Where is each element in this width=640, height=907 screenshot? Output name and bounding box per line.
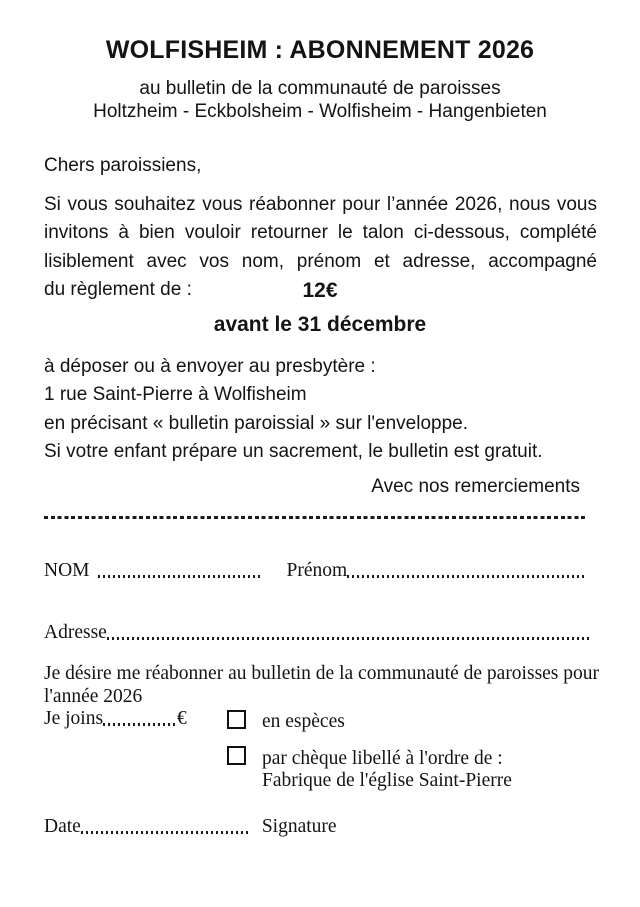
return-instructions bbox=[44, 353, 604, 466]
intro-line: lisiblement avec vos nom, prénom et adresse, accompagné bbox=[44, 250, 597, 272]
name-row bbox=[44, 560, 585, 582]
prenom-label: Prénom bbox=[286, 560, 348, 581]
currency-symbol: € bbox=[177, 708, 187, 729]
date-label: Date bbox=[44, 816, 81, 837]
adresse-dotted-field[interactable] bbox=[107, 637, 589, 640]
page-title: WOLFISHEIM : ABONNEMENT 2026 bbox=[105, 36, 535, 64]
amount-dotted-field[interactable] bbox=[103, 723, 177, 726]
instruction-line: 1 rue Saint-Pierre à Wolfisheim bbox=[44, 384, 307, 406]
instruction-line: en précisant « bulletin paroissial » sur l'enveloppe. bbox=[44, 412, 468, 434]
resubscribe-statement bbox=[44, 663, 600, 708]
cut-dashed-line bbox=[44, 516, 588, 519]
cheque-checkbox[interactable] bbox=[227, 746, 246, 765]
date-signature-row bbox=[44, 816, 374, 838]
cash-option-label: en espèces bbox=[262, 711, 345, 732]
nom-label: NOM bbox=[44, 560, 90, 581]
salutation: Chers paroissiens, bbox=[44, 155, 202, 176]
intro-line: invitons à bien vouloir retourner le talon ci-dessous, complété bbox=[44, 222, 597, 244]
subtitle-line-2: Holtzheim - Eckbolsheim - Wolfisheim - Hangenbieten bbox=[93, 101, 547, 122]
resubscribe-line: l'année 2026 bbox=[44, 685, 143, 707]
amount-row bbox=[44, 708, 194, 730]
instruction-line: à déposer ou à envoyer au presbytère : bbox=[44, 356, 376, 377]
date-dotted-field[interactable] bbox=[81, 831, 250, 834]
closing-thanks: Avec nos remerciements bbox=[371, 476, 580, 497]
intro-line: du règlement de : bbox=[44, 278, 192, 300]
cheque-payee: Fabrique de l'église Saint-Pierre bbox=[262, 770, 512, 791]
prenom-dotted-field[interactable] bbox=[347, 575, 585, 578]
cheque-option-label: par chèque libellé à l'ordre de : bbox=[262, 748, 503, 769]
signature-label: Signature bbox=[261, 816, 337, 837]
deadline: avant le 31 décembre bbox=[213, 313, 427, 336]
amount-label: Je joins bbox=[44, 708, 104, 729]
adresse-label: Adresse bbox=[44, 622, 107, 643]
page-subtitle bbox=[0, 77, 640, 123]
subtitle-line-1: au bulletin de la communauté de paroisses bbox=[139, 78, 501, 99]
resubscribe-line: Je désire me réabonner au bulletin de la communauté de paroisses pour bbox=[44, 663, 600, 684]
cash-checkbox[interactable] bbox=[227, 710, 246, 729]
price-amount: 12€ bbox=[302, 279, 338, 302]
address-row bbox=[44, 622, 589, 644]
instruction-line: Si votre enfant prépare un sacrement, le bulletin est gratuit. bbox=[44, 440, 543, 462]
intro-line: Si vous souhaitez vous réabonner pour l’année 2026, nous vous bbox=[44, 194, 597, 215]
nom-dotted-field[interactable] bbox=[98, 575, 263, 578]
